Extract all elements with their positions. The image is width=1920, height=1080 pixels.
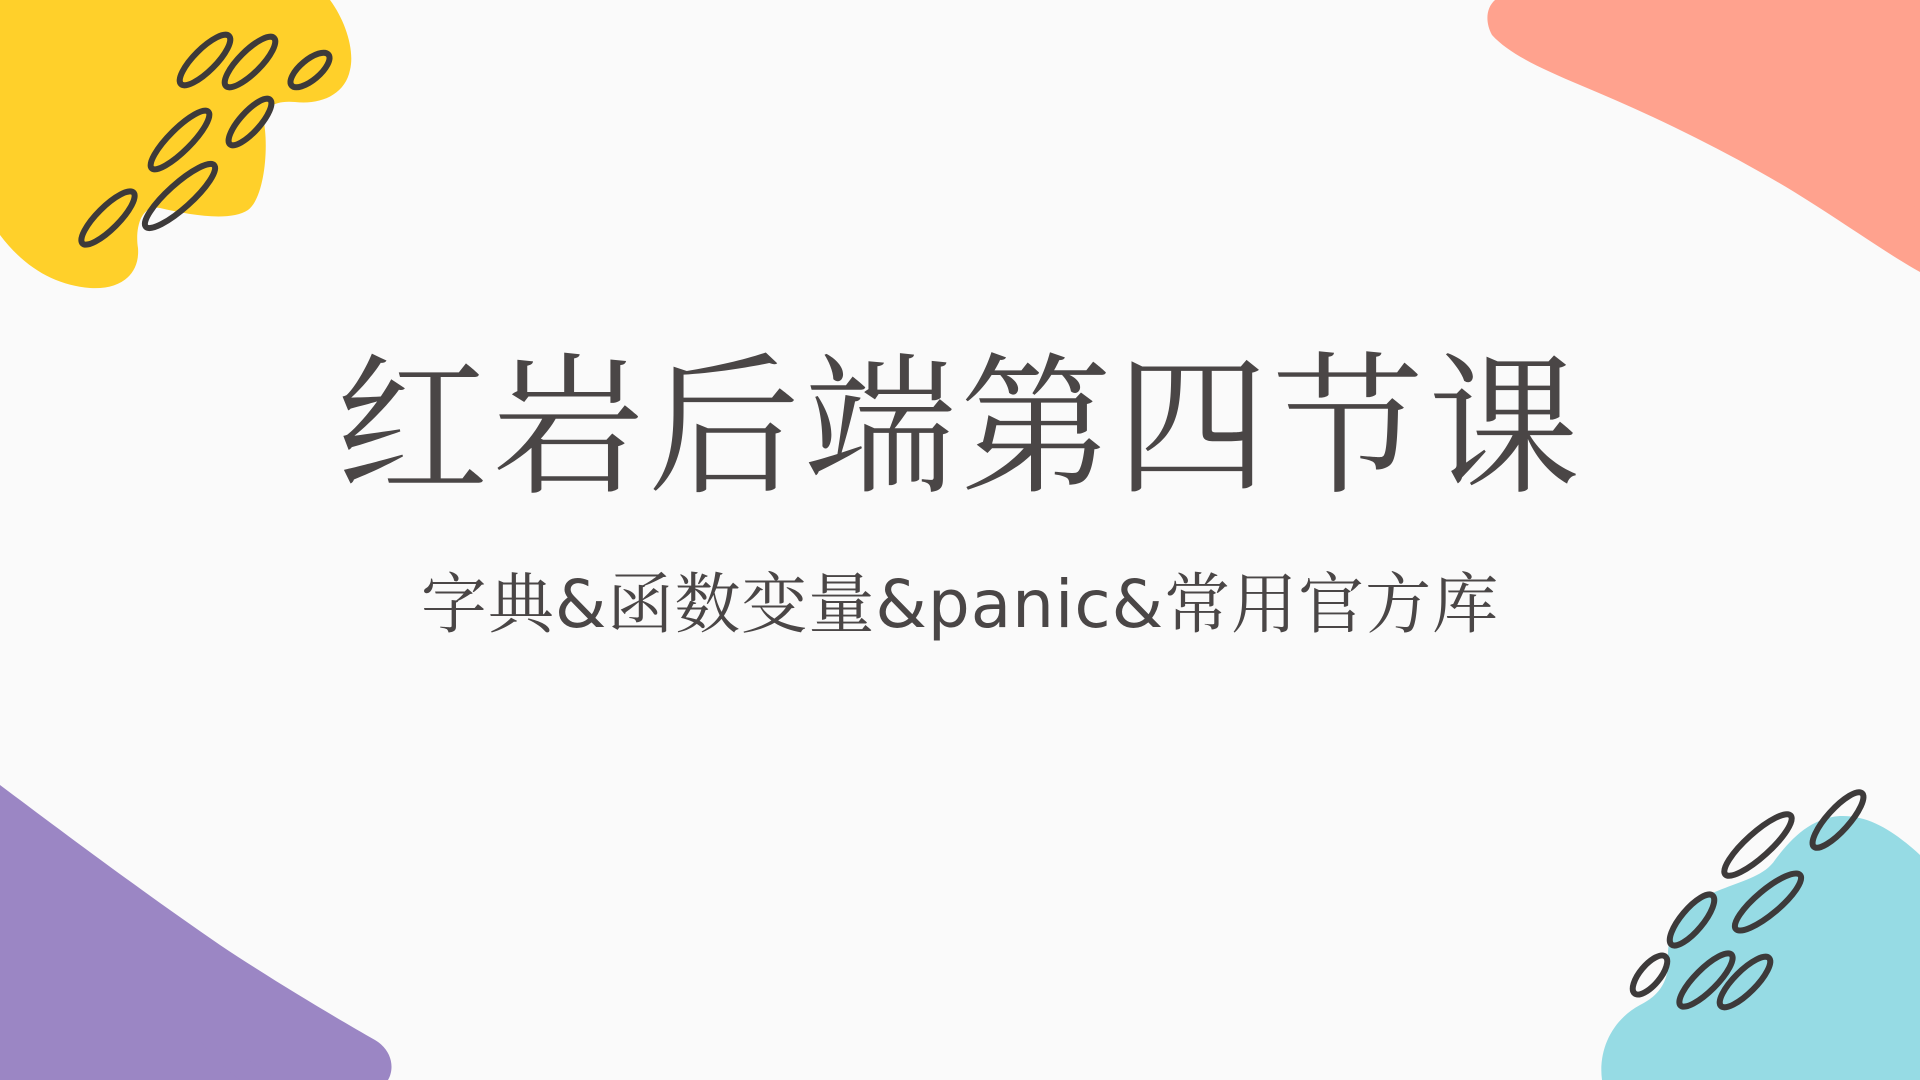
yellow-blob	[0, 0, 351, 288]
salmon-stroke	[1487, 0, 1920, 272]
slide-title: 红岩后端第四节课	[336, 339, 1584, 516]
purple-stroke	[0, 785, 392, 1080]
slide-subtitle: 字典&函数变量&panic&常用官方库	[420, 566, 1500, 643]
